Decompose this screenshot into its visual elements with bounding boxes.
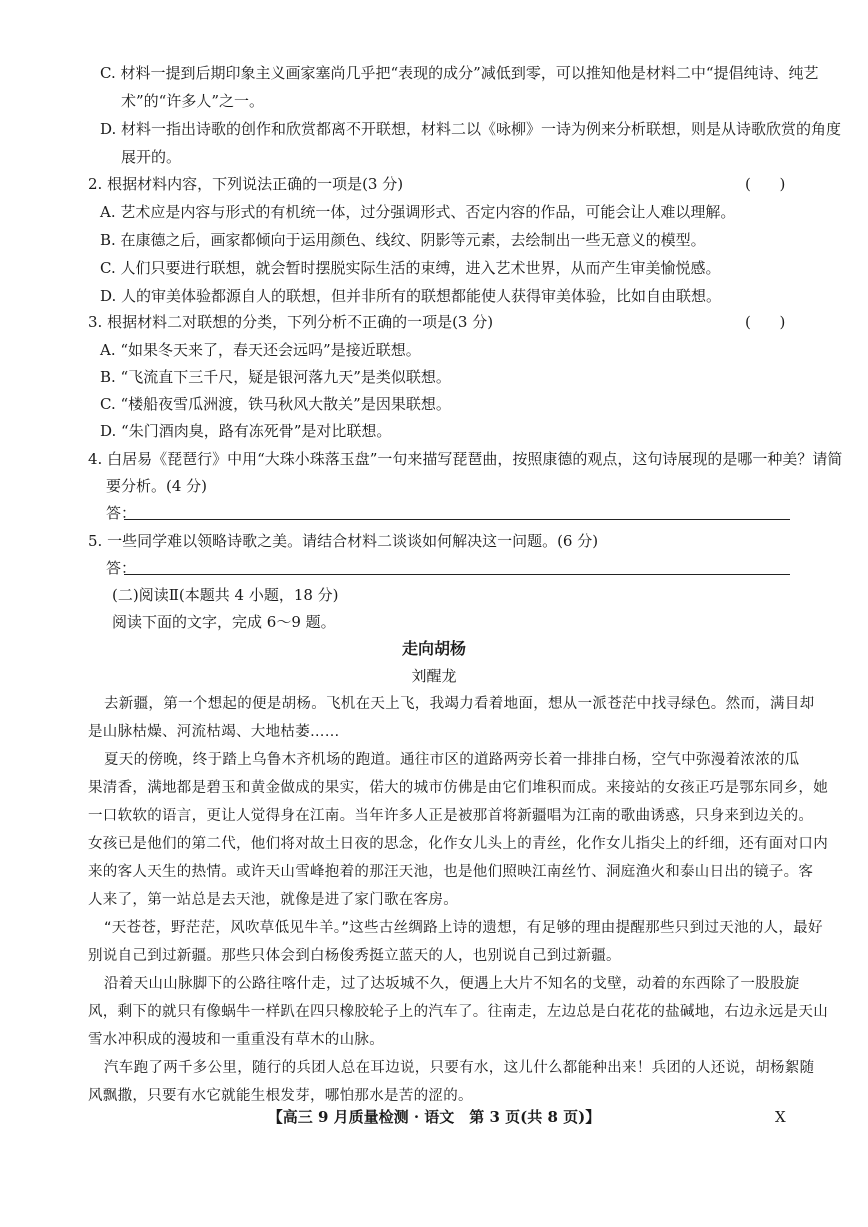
article-line: 一口软软的语言，更让人觉得身在江南。当年许多人正是被那首将新疆唱为江南的歌曲诱惑，只身来到边关的。 xyxy=(88,808,814,824)
q1-option-c-line1: C. 材料一提到后期印象主义画家塞尚几乎把“表现的成分”减低到零，可以推知他是材料二中“提倡纯诗、纯艺 xyxy=(100,64,819,82)
article-line: 人来了，第一站总是去天池，就像是进了家门歌在客房。 xyxy=(88,892,458,908)
q2-answer-bracket[interactable]: ( ) xyxy=(745,175,786,193)
article-line: 是山脉枯燥、河流枯竭、大地枯萎…… xyxy=(88,724,340,740)
q2-stem: 2. 根据材料内容，下列说法正确的一项是(3 分) xyxy=(88,175,404,193)
q2-option-b: B. 在康德之后，画家都倾向于运用颜色、线纹、阴影等元素，去绘制出一些无意义的模型。 xyxy=(100,231,706,249)
article-paragraph xyxy=(88,914,823,970)
q5-answer-line[interactable] xyxy=(124,574,790,575)
q4-stem-line2: 要分析。(4 分) xyxy=(106,477,208,495)
q5-answer-label: 答： xyxy=(106,559,137,577)
article-line: 来的客人天生的热情。或许天山雪峰抱着的那汪天池，也是他们照映江南丝竹、洞庭渔火和泰山日出的镜子。客 xyxy=(88,864,814,880)
article-line: 果清香，满地都是碧玉和黄金做成的果实，偌大的城市仿佛是由它们堆积而成。来接站的女孩正巧是鄂东同乡，她 xyxy=(88,780,828,796)
section-instruction: 阅读下面的文字，完成 6～9 题。 xyxy=(112,613,336,631)
q4-answer-label: 答： xyxy=(106,504,137,522)
q3-stem: 3. 根据材料二对联想的分类，下列分析不正确的一项是(3 分) xyxy=(88,313,494,331)
q4-answer-line[interactable] xyxy=(124,519,790,520)
article-line: 女孩已是他们的第二代，他们将对故土日夜的思念，化作女儿头上的青丝，化作女儿指尖上的纤细，还有面对口内 xyxy=(88,836,828,852)
article-line: 风飘撒，只要有水它就能生根发芽，哪怕那水是苦的涩的。 xyxy=(88,1088,473,1104)
paper-code: X xyxy=(775,1108,786,1126)
q3-option-a: A. “如果冬天来了，春天还会远吗”是接近联想。 xyxy=(100,341,421,359)
q2-option-a: A. 艺术应是内容与形式的有机统一体，过分强调形式、否定内容的作品，可能会让人难以理解。 xyxy=(100,203,736,221)
q1-option-d-line1: D. 材料一指出诗歌的创作和欣赏都离不开联想，材料二以《咏柳》一诗为例来分析联想，则是从诗歌欣赏的角度 xyxy=(100,120,842,138)
q1-option-d-line2: 展开的。 xyxy=(121,148,182,166)
article-line: 去新疆，第一个想起的便是胡杨。飞机在天上飞，我竭力看着地面，想从一派苍茫中找寻绿色。然而，满目却 xyxy=(104,696,815,712)
section-heading: (二)阅读Ⅱ(本题共 4 小题，18 分) xyxy=(112,586,339,604)
article-paragraph xyxy=(88,970,828,1054)
article-title: 走向胡杨 xyxy=(401,639,466,658)
q3-answer-bracket[interactable]: ( ) xyxy=(745,313,786,331)
article-paragraph xyxy=(88,690,814,746)
article-line: “天苍苍，野茫茫，风吹草低见牛羊。”这些古丝绸路上诗的遗想，有足够的理由提醒那些只到过天池的人，最好 xyxy=(104,920,823,936)
page-footer: 【高三 9 月质量检测 · 语文 第 3 页(共 8 页)】 xyxy=(267,1108,601,1126)
q4-stem-line1: 4. 白居易《琵琶行》中用“大珠小珠落玉盘”一句来描写琵琶曲，按照康德的观点，这句诗展现的是哪一种美？请简 xyxy=(88,450,843,468)
article-paragraph xyxy=(88,746,828,914)
article-line: 别说自己到过新疆。那些只体会到白杨俊秀挺立蓝天的人，也别说自己到过新疆。 xyxy=(88,948,621,964)
q5-stem: 5. 一些同学难以领略诗歌之美。请结合材料二谈谈如何解决这一问题。(6 分) xyxy=(88,532,599,550)
q3-option-c: C. “楼船夜雪瓜洲渡，铁马秋风大散关”是因果联想。 xyxy=(100,395,451,413)
q2-option-d: D. 人的审美体验都源自人的联想，但并非所有的联想都能使人获得审美体验，比如自由联想。 xyxy=(100,287,722,305)
article-line: 沿着天山山脉脚下的公路往喀什走，过了达坂城不久，便遇上大片不知名的戈壁，动着的东西除了一股股旋 xyxy=(104,976,800,992)
q3-option-b: B. “飞流直下三千尺，疑是银河落九天”是类似联想。 xyxy=(100,368,451,386)
q1-option-c-line2: 术”的“许多人”之一。 xyxy=(121,92,265,110)
article-line: 雪水冲积成的漫坡和一重重没有草木的山脉。 xyxy=(88,1032,384,1048)
q3-option-d: D. “朱门酒肉臭，路有冻死骨”是对比联想。 xyxy=(100,422,392,440)
q2-option-c: C. 人们只要进行联想，就会暂时摆脱实际生活的束缚，进入艺术世界，从而产生审美愉悦感。 xyxy=(100,259,721,277)
article-line: 夏天的傍晚，终于踏上乌鲁木齐机场的跑道。通往市区的道路两旁长着一排排白杨，空气中弥漫着浓浓的瓜 xyxy=(104,752,800,768)
article-line: 风，剩下的就只有像蜗牛一样趴在四只橡胶轮子上的汽车了。往南走，左边总是白花花的盐碱地，右边永远是天山 xyxy=(88,1004,828,1020)
article-author: 刘醒龙 xyxy=(411,667,457,685)
article-paragraph xyxy=(88,1054,814,1110)
article-line: 汽车跑了两千多公里，随行的兵团人总在耳边说，只要有水，这儿什么都能种出来！兵团的人还说，胡杨絮随 xyxy=(104,1060,815,1076)
